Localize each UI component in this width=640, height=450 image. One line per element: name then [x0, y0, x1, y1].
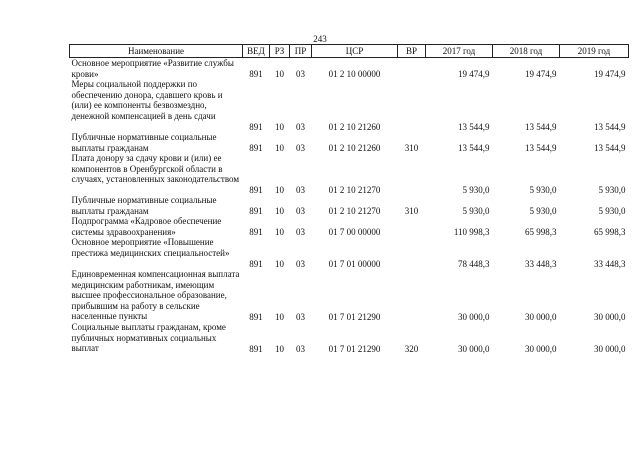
cell-rz: 10: [275, 121, 284, 132]
cell-pr: 03: [296, 311, 305, 322]
cell-vr: [398, 58, 426, 80]
cell-vr: [398, 269, 426, 322]
cell-2019: 65 998,3: [594, 226, 626, 237]
header-rz: РЗ: [270, 45, 290, 58]
header-2019: 2019 год: [560, 45, 629, 58]
cell-name: Социальные выплаты гражданам, кроме публичных нормативных социальных выплат: [71, 322, 226, 353]
cell-csr: 01 2 10 21270: [328, 205, 381, 216]
cell-rz: 10: [275, 226, 284, 237]
table-row: [70, 237, 629, 269]
cell-csr: 01 7 01 21290: [328, 311, 381, 322]
cell-rz: 10: [275, 142, 284, 153]
cell-2018: 5 930,0: [529, 184, 557, 195]
table-header-row: [70, 45, 629, 58]
cell-2019: 5 930,0: [598, 184, 626, 195]
cell-ved: 891: [249, 121, 263, 132]
cell-pr: 03: [296, 226, 305, 237]
table-row: [70, 153, 629, 195]
budget-table: [69, 44, 629, 354]
table-row: [70, 132, 629, 153]
cell-rz: 10: [275, 258, 284, 269]
cell-pr: 03: [296, 258, 305, 269]
cell-2019: 33 448,3: [594, 258, 626, 269]
cell-2018: 13 544,9: [525, 142, 557, 153]
cell-2017: 30 000,0: [458, 311, 490, 322]
cell-2018: 30 000,0: [525, 311, 557, 322]
table-row: [70, 195, 629, 216]
cell-csr: 01 7 01 21290: [328, 343, 381, 354]
cell-pr: 03: [296, 142, 305, 153]
cell-csr: 01 2 10 21270: [328, 184, 381, 195]
page-number: 243: [313, 34, 327, 44]
cell-2018: 65 998,3: [525, 226, 557, 237]
cell-csr: 01 7 01 00000: [328, 258, 381, 269]
cell-2018: 19 474,9: [525, 68, 557, 79]
cell-name: Основное мероприятие «Повышение престижа медицинских специальностей»: [71, 237, 230, 258]
table-row: [70, 322, 629, 354]
cell-ved: 891: [249, 142, 263, 153]
cell-2019: 5 930,0: [598, 205, 626, 216]
header-ved: ВЕД: [243, 45, 270, 58]
cell-2018: 13 544,9: [525, 121, 557, 132]
cell-name: Плата донору за сдачу крови и (или) ее компонентов в Оренбургской области в случаях, установленных законодательством: [71, 153, 240, 184]
cell-csr: 01 2 10 21260: [328, 121, 381, 132]
table-row: [70, 216, 629, 237]
cell-ved: 891: [249, 343, 263, 354]
cell-2017: 13 544,9: [458, 142, 490, 153]
cell-2017: 110 998,3: [453, 226, 490, 237]
table-row: [70, 58, 629, 80]
table-row: [70, 269, 629, 322]
cell-ved: 891: [249, 68, 263, 79]
cell-vr: 320: [404, 343, 419, 354]
cell-ved: 891: [249, 205, 263, 216]
cell-vr: [398, 153, 426, 195]
cell-name: Единовременная компенсационная выплата медицинским работникам, имеющим высшее профессиональное образование, прибывшим на работу в сельские населенные пункты: [71, 269, 240, 321]
cell-2019: 19 474,9: [594, 68, 626, 79]
cell-csr: 01 2 10 00000: [328, 68, 381, 79]
cell-name: Основное мероприятие «Развитие службы крови»: [71, 58, 234, 79]
cell-2017: 5 930,0: [462, 205, 490, 216]
cell-2017: 78 448,3: [458, 258, 490, 269]
cell-rz: 10: [275, 343, 284, 354]
cell-2019: 13 544,9: [594, 142, 626, 153]
cell-name: Меры социальной поддержки по обеспечению донора, сдавшего кровь и (или) ее компоненты безвозмездно, денежной компенсацией в день сдачи: [71, 79, 223, 121]
header-2018: 2018 год: [493, 45, 560, 58]
header-pr: ПР: [290, 45, 312, 58]
cell-rz: 10: [275, 184, 284, 195]
header-csr: ЦСР: [312, 45, 398, 58]
table-row: [70, 79, 629, 132]
cell-csr: 01 7 00 00000: [328, 226, 381, 237]
cell-rz: 10: [275, 68, 284, 79]
cell-name: Публичные нормативные социальные выплаты гражданам: [71, 195, 217, 216]
cell-rz: 10: [275, 311, 284, 322]
cell-2018: 33 448,3: [525, 258, 557, 269]
cell-2018: 5 930,0: [529, 205, 557, 216]
header-name: Наименование: [70, 45, 243, 58]
cell-vr: [398, 216, 426, 237]
cell-2017: 30 000,0: [458, 343, 490, 354]
header-vr: ВР: [398, 45, 426, 58]
cell-2017: 13 544,9: [458, 121, 490, 132]
cell-2019: 30 000,0: [594, 311, 626, 322]
cell-pr: 03: [296, 343, 305, 354]
cell-ved: 891: [249, 184, 263, 195]
cell-csr: 01 2 10 21260: [328, 142, 381, 153]
header-2017: 2017 год: [426, 45, 493, 58]
cell-2017: 5 930,0: [462, 184, 490, 195]
cell-pr: 03: [296, 121, 305, 132]
cell-pr: 03: [296, 184, 305, 195]
cell-rz: 10: [275, 205, 284, 216]
cell-ved: 891: [249, 258, 263, 269]
cell-vr: [398, 79, 426, 132]
cell-pr: 03: [296, 68, 305, 79]
cell-ved: 891: [249, 311, 263, 322]
cell-pr: 03: [296, 205, 305, 216]
cell-2019: 30 000,0: [594, 343, 626, 354]
cell-2018: 30 000,0: [525, 343, 557, 354]
cell-vr: 310: [404, 142, 419, 153]
cell-name: Публичные нормативные социальные выплаты гражданам: [71, 132, 217, 153]
cell-2017: 19 474,9: [458, 68, 490, 79]
cell-name: Подпрограмма «Кадровое обеспечение системы здравоохранения»: [71, 216, 222, 237]
cell-vr: [398, 237, 426, 269]
cell-vr: 310: [404, 205, 419, 216]
cell-2019: 13 544,9: [594, 121, 626, 132]
cell-ved: 891: [249, 226, 263, 237]
